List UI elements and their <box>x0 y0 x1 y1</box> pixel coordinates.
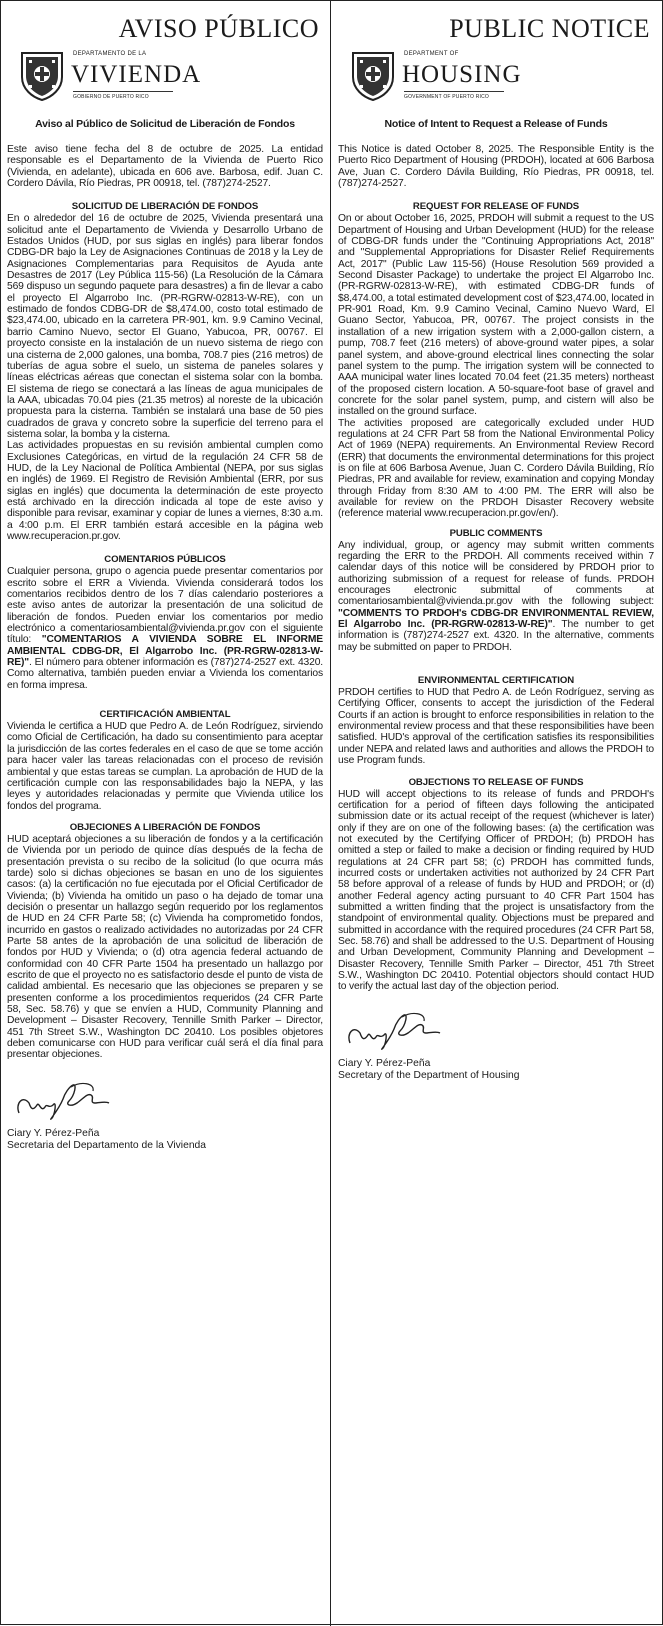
comments-paragraph <box>338 540 654 653</box>
agency-logo <box>338 45 654 111</box>
dept-prefix: DEPARTAMENTO DE LA <box>73 51 147 57</box>
objections-paragraph: HUD will accept objections to its release of funds and PRDOH's certification for a period of fifteen days following the anticipated submission date or its actual receipt of the request (whichever is later) only if they are on one of the following bases: (a) the certification was not executed by the Certifying Officer of PRDOH; (b) PRDOH has omitted a step or failed to make a decision or finding required by HUD regulations at 24 CFR part 58; (c) PRDOH has committed funds, incurred costs or undertaken activities not authorized by 24 CFR Part 58 before approval of a release of funds by HUD and PRDOH; or (d) another Federal agency acting pursuant to 40 CFR Part 1504 has submitted a written finding that the project is unsatisfactory from the standpoint of environmental quality. Objections must be prepared and submitted in accordance with the required procedures (24 CFR Part 58, Sec. 58.76) and shall be addressed to the U.S. Department of Housing and Urban Development, Community Planning and Development – Disaster Recovery, Tennille Smith Parker – Director, 451 7th Street S.W., Washington DC 20410. Potential objectors should contact HUD to verify the actual last day of the objection period. <box>338 788 654 993</box>
section-heading-objections: OBJECIONES A LIBERACIÓN DE FONDOS <box>69 821 261 833</box>
request-paragraph: On or about October 16, 2025, PRDOH will submit a request to the US Department of Housing and Urban Development (HUD) for the release of CDBG-DR funds under the "Continuing Appropriations Act, 2018" and "Supplemental Appropriations for Disaster Relief Requirements Act, 2017" (Public Law 115-56) (House Resolution 569 provided a Second Disaster Package) to undertake the project El Algarrobo Inc. (PR-RGRW-02813-W-RE), with estimated CDBG-DR funds of $8,474.00, a total estimated development cost of $23,474.00, located in PR-901 Road, Km. 9.9 Camino Vecinal, Camino Nuevo Ward, El Guano Sector, Yabucoa, PR, 00767. The project consists in the installation of a new irrigation system with a 2,000-gallon cistern, a pump, 708.7 feet (216 meters) of above-ground water pipes, a solar panel system, and above-ground electrical lines connecting the solar panel system to the pump. The irrigation system will be connected to AAA municipal water lines located 70.04 feet (21.35 meters) northeast of the proposed cistern location. A 50-square-foot base of gravel and concrete for the solar panel system, pump, and cistern will also be installed on the ground surface. <box>338 213 654 418</box>
comments-subject: "COMMENTS TO PRDOH's CDBG-DR ENVIRONMENTAL REVIEW, El Algarrobo Inc. (PR-RGRW-02813-W-RE)" <box>338 607 654 631</box>
exclusion-paragraph: The activities proposed are categorically excluded under HUD regulations at 24 CFR Part 58 from the National Environmental Policy Act of 1969 (NEPA) requirements. An Environmental Review Record (ERR) that documents the environmental determinations for this project is on file at 606 Barbosa Avenue, Juan C. Cordero Dávila Building, Río Piedras, PR and available for review, examination and copying Monday through Friday from 8:30 AM to 4:00 PM. The ERR will also be available for review on the PRDOH Disaster Recovery website (reference material www.recuperacion.pr.gov/en/). <box>338 417 654 520</box>
comments-text-end: . The number to get information is (787)274-2527 ext. 4320. In the alternative, comments may be submitted on paper to PRDOH. <box>338 619 654 653</box>
section-heading-objections: OBJECTIONS TO RELEASE OF FUNDS <box>408 776 584 788</box>
notice-subtitle: Aviso al Público de Solicitud de Liberación de Fondos <box>35 118 295 130</box>
comments-text: Any individual, group, or agency may submit written comments regarding the ERR to the PRDOH. All comments received within 7 calendar days of this notice will be considered by PRDOH prior to authorizing submission of a request for release of funds. PRDOH encourages electronic submittal of comments at comentariosambiental@vivienda.pr.gov with the following subject: <box>338 539 654 608</box>
section-heading-certification: CERTIFICACIÓN AMBIENTAL <box>99 709 231 721</box>
signature <box>7 1073 127 1128</box>
certification-paragraph: PRDOH certifies to HUD that Pedro A. de León Rodríguez, serving as Certifying Officer, consents to accept the jurisdiction of the Federal Courts if an action is brought to enforce responsibilities in relation to the environmental review process and that these responsibilities have been satisfied. HUD's approval of the certification satisfies its responsibilities under NEPA and related laws and authorities and allows the PRDOH to use Program funds. <box>338 687 654 767</box>
government-label: GOBIERNO DE PUERTO RICO <box>73 94 149 100</box>
signature <box>338 1003 458 1058</box>
dept-name: VIVIENDA <box>71 61 202 88</box>
comments-text: Cualquier persona, grupo o agencia puede presentar comentarios por escrito sobre el ERR a Vivienda. Vivienda considerará todos los comentarios recibidos dentro de los 7 días calendario posteriores a este aviso antes de autorizar la presentación de una solicitud de liberación de fondos. Pueden enviar los comentarios por medio electrónico a comentariosambiental@vivienda.pr.gov con el siguiente título: <box>7 566 323 646</box>
logo-rule <box>73 91 173 92</box>
english-column <box>338 1 654 1082</box>
government-label: GOVERNMENT OF PUERTO RICO <box>404 94 490 100</box>
signatory-name: Ciary Y. Pérez-Peña <box>338 1057 431 1069</box>
section-heading-comments: COMENTARIOS PÚBLICOS <box>104 554 226 566</box>
signatory-name: Ciary Y. Pérez-Peña <box>7 1127 100 1139</box>
puerto-rico-seal-icon <box>350 49 396 101</box>
dept-prefix: DEPARTMENT OF <box>404 51 459 57</box>
spanish-column <box>7 1 323 1152</box>
notice-title: AVISO PÚBLICO <box>118 14 319 43</box>
signature-mark <box>11 1073 121 1125</box>
request-paragraph: En o alrededor del 16 de octubre de 2025, Vivienda presentará una solicitud ante el Departamento de Vivienda y Desarrollo Urbano de Estados Unidos (HUD, por sus siglas en inglés) para liberar fondos CDBG-DR bajo la Ley de Asignaciones Continuas de 2018 y la Ley de Asignaciones Complementarias para Requisitos de Ayuda ante Desastres de 2017 (Ley Pública 115-56) (La Resolución de la Cámara 569 dispuso un segundo paquete para desastres) a fin de llevar a cabo el proyecto El Algarrobo Inc. (PR-RGRW-02813-W-RE), con un estimado de fondos CDBG-DR de $8,474.00, costo total estimado de $23,474.00, ubicado en la carretera PR-901, km. 9.9 Camino Vecinal, barrio Camino Nuevo, sector El Guano, Yabucoa, PR, 00767. El proyecto consiste en la instalación de un nuevo sistema de riego con una cisterna de 2,000 galones, una bomba, 708.7 pies (216 metros) de tuberías de agua sobre el suelo, un sistema de paneles solares y líneas eléctricas aéreas que conectan el sistema solar con la bomba. El sistema de riego se conectará a las líneas de agua municipales de la AAA, ubicadas 70.04 pies (21.35 metros) al noreste de la ubicación propuesta para la cisterna. También se instalará una base de 50 pies cuadrados de grava y concreto sobre la superficie del terreno para el sistema solar, la bomba y la cisterna. <box>7 213 323 440</box>
section-heading-request: SOLICITUD DE LIBERACIÓN DE FONDOS <box>71 201 259 213</box>
comments-text-end: . El número para obtener información es (787)274-2527 ext. 4320. Como alternativa, también pueden enviar a Vivienda los comentarios en forma impresa. <box>7 657 323 691</box>
signatory-title: Secretary of the Department of Housing <box>338 1069 520 1081</box>
agency-logo <box>7 45 323 111</box>
section-heading-comments: PUBLIC COMMENTS <box>449 527 543 539</box>
puerto-rico-seal-icon <box>19 49 65 101</box>
signatory-title: Secretaria del Departamento de la Vivienda <box>7 1139 207 1151</box>
logo-rule <box>404 91 504 92</box>
certification-paragraph: Vivienda le certifica a HUD que Pedro A. de León Rodríguez, sirviendo como Oficial de Certificación, ha dado su consentimiento para aceptar la jurisdicción de las cortes federales en el caso de que se tome acción para hacer valer las tareas relacionadas con el proceso de revisión ambiental y que estas tareas se cumplan. La aprobación de HUD de la certificación cumple con las responsabilidades bajo la NEPA, y las leyes y autoridades relacionadas y permite que Vivienda utilice los fondos del programa. <box>7 721 323 812</box>
column-divider <box>330 1 331 1626</box>
intro-paragraph: Este aviso tiene fecha del 8 de octubre de 2025. La entidad responsable es el Departamento de la Vivienda de Puerto Rico (Vivienda, en adelante), ubicada en 606 ave. Barbosa, edif. Juan C. Cordero Dávila, Río Piedras, PR 00918, tel. (787)274-2527. <box>7 144 323 190</box>
dept-name: HOUSING <box>402 61 522 88</box>
comments-paragraph <box>7 566 323 691</box>
notice-subtitle: Notice of Intent to Request a Release of Funds <box>384 118 608 130</box>
signature-mark <box>342 1003 452 1055</box>
exclusion-paragraph: Las actividades propuestas en su revisión ambiental cumplen como Exclusiones Categóricas, en virtud de la regulación 24 CFR 58 de HUD, de la Ley Nacional de Política Ambiental (NEPA, por sus siglas en inglés) de 1969. El Registro de Revisión Ambiental (ERR, por sus siglas en inglés) que documenta la determinación de este proyecto está archivado en la dirección indicada al tope de este aviso y disponible para revisar, examinar y copiar de lunes a viernes, 8:30 a.m. a 4:00 p.m. El ERR también estará accesible en la página web www.recuperacion.pr.gov. <box>7 440 323 542</box>
section-heading-request: REQUEST FOR RELEASE OF FUNDS <box>412 201 580 213</box>
comments-subject: "COMENTARIOS A VIVIENDA SOBRE EL INFORME AMBIENTAL CDBG-DR, El Algarrobo Inc. (PR-RGRW-02813-W-RE)" <box>7 634 323 669</box>
section-heading-certification: ENVIRONMENTAL CERTIFICATION <box>417 675 575 687</box>
objections-paragraph: HUD aceptará objeciones a su liberación de fondos y a la certificación de Vivienda por un periodo de quince días después de la fecha de presentación prevista o su recibo de la solicitud (lo que ocurra más tarde) solo si dichas objeciones se basan en uno de los siguientes casos: (a) la certificación no fue ejecutada por el Oficial Certificador de Vivienda; (b) Vivienda ha omitido un paso o ha dejado de tomar una decisión o presentar un hallazgo según requerido por los reglamentos de HUD en 24 CFR Parte 58; (c) Vivienda ha comprometido fondos, incurrido en gastos o realizado actividades no autorizadas por 24 CFR Parte 58 antes de la aprobación de una solicitud de liberación de fondos por HUD y Vivienda; o (d) otra agencia federal actuando de conformidad con 40 CFR Parte 1504 ha presentado un hallazgo por escrito de que el proyecto no es satisfactorio desde el punto de vista de calidad ambiental. Es necesario que las objeciones se preparen y se presenten conforme a los procedimientos requeridos (24 CFR Parte 58, Sec. 58.76) y que se envíen a HUD, Community Planning and Development – Disaster Recovery, Tennille Smith Parker – Director, 451 7th Street S.W., Washington DC 20410. Los posibles objetores deben comunicarse con HUD para verificar cuál será el día final para presentar objeciones. <box>7 833 323 1061</box>
notice-title: PUBLIC NOTICE <box>449 14 650 43</box>
intro-paragraph: This Notice is dated October 8, 2025. The Responsible Entity is the Puerto Rico Department of Housing (PRDOH), located at 606 Barbosa Ave, Juan C. Cordero Dávila Building, Río Piedras, PR 00918, tel. (787)274-2527. <box>338 144 654 190</box>
